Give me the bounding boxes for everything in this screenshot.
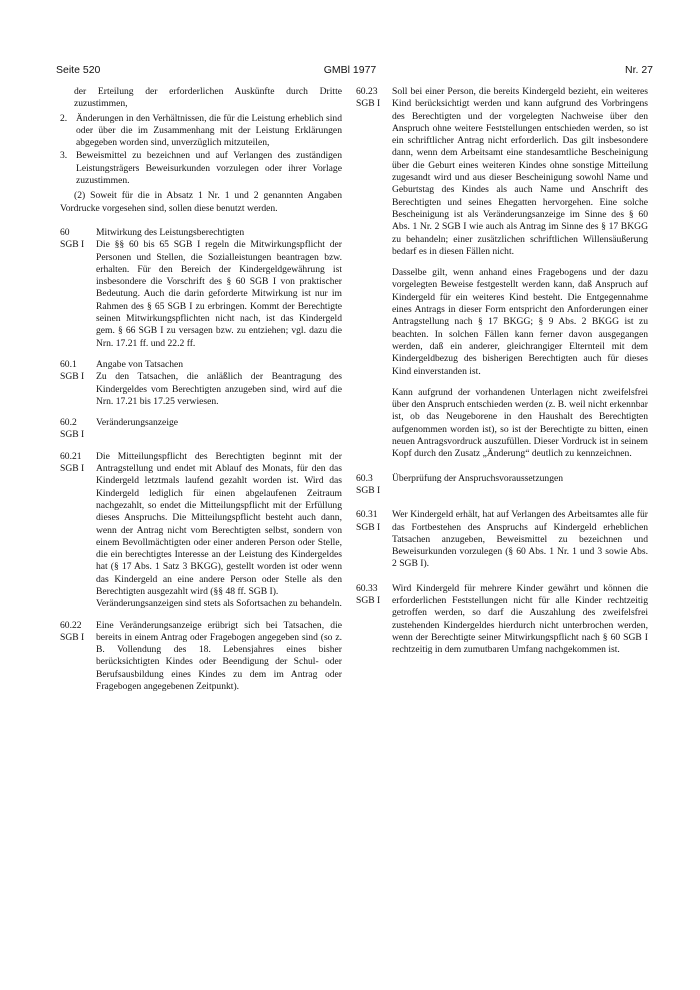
section-title: Angabe von Tatsachen — [96, 358, 184, 370]
section-code: 60.31 — [356, 509, 378, 521]
section-text: Die §§ 60 bis 65 SGB I regeln die Mitwirkungspflicht der Personen und Stellen, die Sozialleistungen beantragen bzw. erhalten. Für den Bereich der Kindergeldgewährung ist insbesondere die Vorschrift des § 60 SGB I von praktischer Bedeutung. Auch die darin geforderte Mitwirkung ist nur im Rahmen des § 65 SGB I zu erbringen. Kommt der Berechtigte seinen Mitwirkungspflichten nicht nach, ist das Kindergeld gem. § 66 SGB I zu versagen bzw. zu entziehen; vgl. dazu die Nrn. 17.21 ff. und 22.2 ff. — [96, 239, 342, 349]
section-law: SGB I — [356, 98, 381, 110]
section-code: 60.3 — [356, 472, 373, 484]
section-code: 60.22 — [60, 619, 82, 631]
section-law: SGB I — [356, 521, 381, 533]
left-column — [60, 86, 342, 693]
section-code: 60.33 — [356, 582, 378, 594]
list-number: 2. — [60, 112, 68, 124]
page-number: Seite 520 — [56, 64, 101, 76]
list-text: Änderungen in den Verhältnissen, die für die Leistung erheblich sind oder über die im Zusammenhang mit der Leistung Erklärungen abgegeben worden sind, unverzüglich mitzuteilen, — [76, 112, 342, 149]
section-title: Mitwirkung des Leistungsberechtigten — [96, 226, 245, 238]
section-code: 60.1 — [60, 358, 77, 370]
obligation-list — [60, 113, 342, 188]
section-60-1 — [60, 359, 342, 408]
section-law: SGB I — [356, 594, 381, 606]
list-number: 3. — [60, 150, 68, 162]
intro-continuation: der Erteilung der erforderlichen Auskünfte durch Dritte zuzustimmen, — [74, 86, 342, 110]
section-60-22 — [60, 620, 342, 694]
paragraph-2: (2) Soweit für die in Absatz 1 Nr. 1 und 2 genannten Angaben Vordrucke vorgesehen sind, sollen diese benutzt werden. — [60, 190, 342, 214]
section-60-2 — [60, 417, 342, 442]
section-law: SGB I — [60, 371, 85, 383]
section-text: Zu den Tatsachen, die anläßlich der Beantragung des Kindergeldes vom Berechtigten anzugeben sind, wird auf die Nrn. 17.21 bis 17.25 verwiesen. — [96, 371, 342, 407]
section-title: Überprüfung der Anspruchsvoraussetzungen — [392, 472, 564, 484]
section-text: Wer Kindergeld erhält, hat auf Verlangen des Arbeitsamtes alle für das Fortbestehen des Anspruchs auf Kindergeld erheblichen Tatsachen anzugeben, Beweismittel zu bezeichnen und Beweisurkunden vorzulegen (§ 60 Abs. 1 Nr. 1 und 3 sowie Abs. 2 SGB I). — [392, 509, 648, 570]
list-text: Beweismittel zu bezeichnen und auf Verlangen des zuständigen Leistungsträgers Beweisurkunden vorzulegen oder ihrer Vorlage zuzustimmen. — [76, 150, 342, 187]
section-code: 60 — [60, 226, 70, 238]
journal-title: GMBl 1977 — [323, 64, 377, 76]
section-60-3 — [356, 473, 648, 498]
list-item — [60, 113, 342, 150]
section-law: SGB I — [60, 429, 85, 441]
section-law: SGB I — [60, 463, 85, 475]
issue-number: Nr. 27 — [624, 64, 653, 76]
section-law: SGB I — [356, 484, 381, 496]
section-60-23 — [356, 86, 648, 461]
right-column — [356, 86, 648, 656]
list-item — [60, 150, 342, 187]
section-60 — [60, 227, 342, 350]
section-60-21 — [60, 451, 342, 611]
section-text-2: Veränderungsanzeigen sind stets als Sofortsachen zu behandeln. — [96, 598, 342, 610]
section-text-3: Kann aufgrund der vorhandenen Unterlagen nicht zweifelsfrei über den Anspruch entschieden werden (z. B. weil nicht erkennbar ist, ob das Neugeborene in den Haushalt des Berechtigten aufgenommen worden ist), so ist der Berechtigte zu bitten, einen neuen Antragsvordruck auszufüllen. Dieser Vordruck ist in seinem Kopf durch den Zusatz „Änderung“ deutlich zu kennzeichnen. — [392, 386, 648, 460]
section-law: SGB I — [60, 239, 85, 251]
section-text-2: Dasselbe gilt, wenn anhand eines Fragebogens und der dazu vorgelegten Beweise festgestellt werden kann, daß Anspruch auf Kindergeld für ein weiteres Kind besteht. Die Entgegennahme eines Antrags in dieser Form entspricht den Anforderungen einer Antragstellung nach § 17 BKGG; § 9 Abs. 2 BKGG ist zu beachten. In solchen Fällen kann ferner davon ausgegangen werden, daß ein anderer, gleichrangiger Elternteil mit dem Kindergeldbezug des bisherigen Berechtigten auch für dieses Kind einverstanden ist. — [392, 267, 648, 377]
section-code: 60.23 — [356, 86, 378, 97]
section-60-31 — [356, 509, 648, 570]
section-code: 60.2 — [60, 417, 77, 429]
section-code: 60.21 — [60, 450, 82, 462]
section-text: Eine Veränderungsanzeige erübrigt sich bei Tatsachen, die bereits in einem Antrag oder Fragebogen angegeben sind (so z. B. Vollendung des 18. Lebensjahres eines bisher berücksichtigten Kindes oder Beendigung der Schul- oder Berufsausbildung eines Kindes zu dem im Antrag oder Fragebogen angegebenen Zeitpunkt). — [96, 619, 342, 693]
section-text: Soll bei einer Person, die bereits Kindergeld bezieht, ein weiteres Kind berücksichtigt werden und kann aufgrund des Vorbringens des Berechtigten und der vorgelegten Nachweise über den Anspruch ohne weitere Feststellungen entschieden werden, so ist ein schriftlicher Antrag nicht erforderlich. Das gilt insbesondere dann, wenn dem Arbeitsamt eine standesamtliche Bescheinigung über die Geburt eines weiteren Kindes ohne sonstige Mitteilung zugesandt wird und aus dieser Bescheinigung sowohl Name und Geburtstag des Kindes als auch Name und Anschrift des Berechtigten und seines Ehegatten hervorgehen. Eine solche Bescheinigung ist als Veränderungsanzeige im Sinne des § 60 Abs. 1 Nr. 2 SGB I wie auch als Antrag im Sinne des § 17 BKGG zu behandeln; einer zusätzlichen schriftlichen Willensäußerung bedarf es in diesen Fällen nicht. — [392, 86, 648, 257]
section-law: SGB I — [60, 631, 85, 643]
section-title: Veränderungsanzeige — [96, 417, 179, 429]
section-60-33 — [356, 583, 648, 657]
section-text: Wird Kindergeld für mehrere Kinder gewährt und können die erforderlichen Feststellungen nicht für alle Kinder rechtzeitig getroffen werden, so darf die Auszahlung des zweifelsfrei zustehenden Kindergeldes hierdurch nicht unterbrochen werden, wenn der Berechtigte seiner Mitwirkungspflicht nach § 60 SGB I rechtzeitig in dem zumutbaren Umfang nachgekommen ist. — [392, 582, 648, 656]
section-text: Die Mitteilungspflicht des Berechtigten beginnt mit der Antragstellung und endet mit Ablauf des Monats, für den das Kindergeld letztmals laufend gezahlt worden ist. Wird das Kindergeld lediglich für einen abgelaufenen Zeitraum nachgezahlt, so endet die Mitteilungspflicht mit der Erfüllung dieses Anspruchs. Die Mitteilungspflicht besteht auch dann, wenn der Antrag nicht vom Berechtigten selbst, sondern von einem Bevollmächtigten oder einer anderen Person oder Stelle, die ein berechtigtes Interesse an der Leistung des Kindergeldes hat (§ 17 Abs. 1 Satz 3 BKGG), gestellt worden ist oder wenn das Kindergeld an eine andere Person oder Stelle als den Berechtigten ausgezahlt wird (§§ 48 ff. SGB I). — [96, 450, 342, 597]
